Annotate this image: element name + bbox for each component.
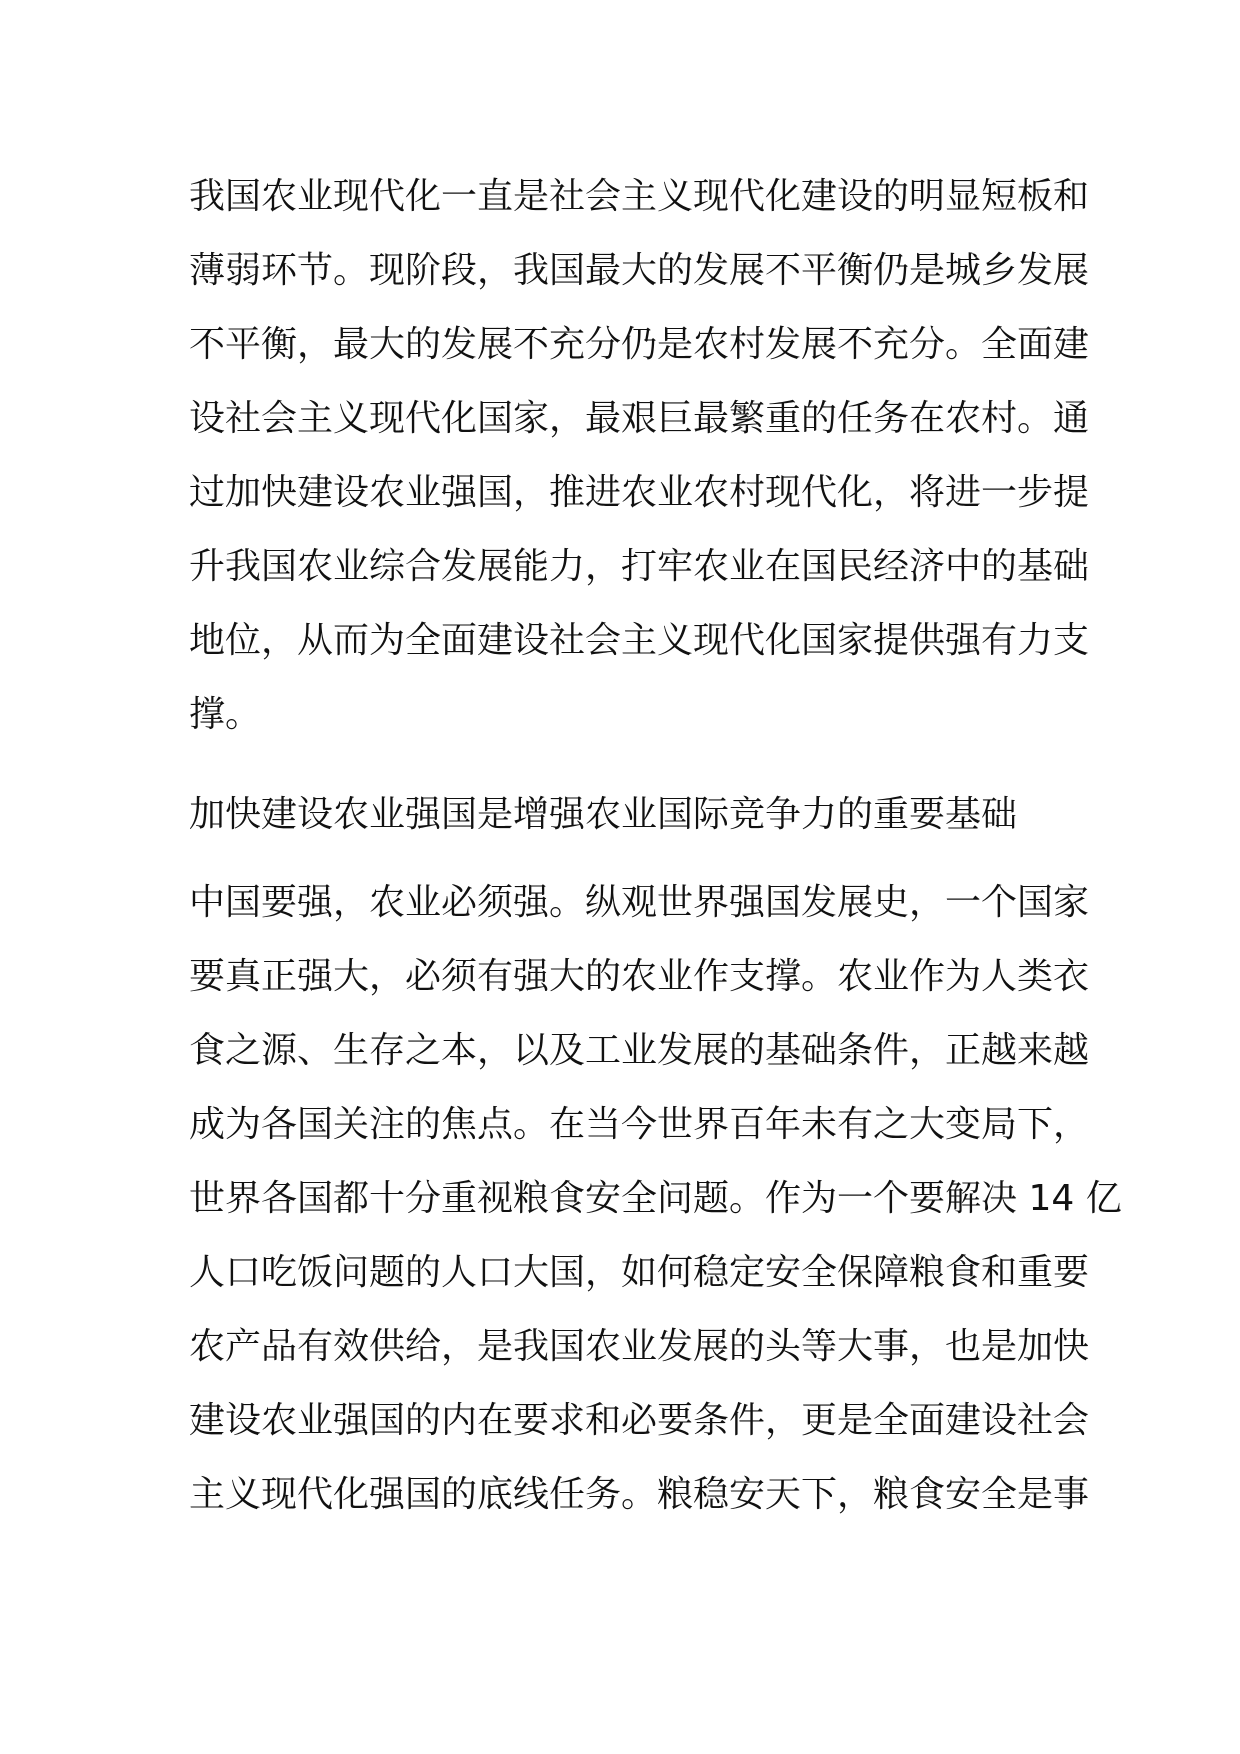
section-heading-text: 加快建设农业强国是增强农业国际竞争力的重要基础 xyxy=(189,794,1018,835)
paragraph-2-line: 人口吃饭问题的人口大国，如何稳定安全保障粮食和重要 xyxy=(189,1252,1090,1293)
paragraph-2-line: 成为各国关注的焦点。在当今世界百年未有之大变局下， xyxy=(189,1104,1090,1145)
paragraph-1-line: 我国农业现代化一直是社会主义现代化建设的明显短板和 xyxy=(189,176,1090,217)
paragraph-1-line: 过加快建设农业强国，推进农业农村现代化，将进一步提 xyxy=(189,472,1090,513)
paragraph-2-line: 主义现代化强国的底线任务。粮稳安天下，粮食安全是事 xyxy=(189,1474,1090,1515)
paragraph-2 xyxy=(189,866,1122,1532)
paragraph-1 xyxy=(189,160,1090,752)
paragraph-1-line: 升我国农业综合发展能力，打牢农业在国民经济中的基础 xyxy=(189,546,1090,587)
paragraph-1-line: 设社会主义现代化国家，最艰巨最繁重的任务在农村。通 xyxy=(189,398,1090,439)
paragraph-2-line: 食之源、生存之本，以及工业发展的基础条件，正越来越 xyxy=(189,1030,1090,1071)
paragraph-2-line: 中国要强，农业必须强。纵观世界强国发展史，一个国家 xyxy=(189,882,1090,923)
paragraph-2-line: 要真正强大，必须有强大的农业作支撑。农业作为人类衣 xyxy=(189,956,1090,997)
paragraph-2-line: 世界各国都十分重视粮食安全问题。作为一个要解决 14 亿 xyxy=(189,1178,1122,1219)
section-heading xyxy=(189,778,1065,852)
paragraph-1-line: 薄弱环节。现阶段，我国最大的发展不平衡仍是城乡发展 xyxy=(189,250,1090,291)
paragraph-2-line: 建设农业强国的内在要求和必要条件，更是全面建设社会 xyxy=(189,1400,1090,1441)
paragraph-1-line: 不平衡，最大的发展不充分仍是农村发展不充分。全面建 xyxy=(189,324,1090,365)
paragraph-1-line: 地位，从而为全面建设社会主义现代化国家提供强有力支 xyxy=(189,620,1090,661)
paragraph-2-line: 农产品有效供给，是我国农业发展的头等大事，也是加快 xyxy=(189,1326,1090,1367)
paragraph-1-line: 撑。 xyxy=(189,694,262,735)
